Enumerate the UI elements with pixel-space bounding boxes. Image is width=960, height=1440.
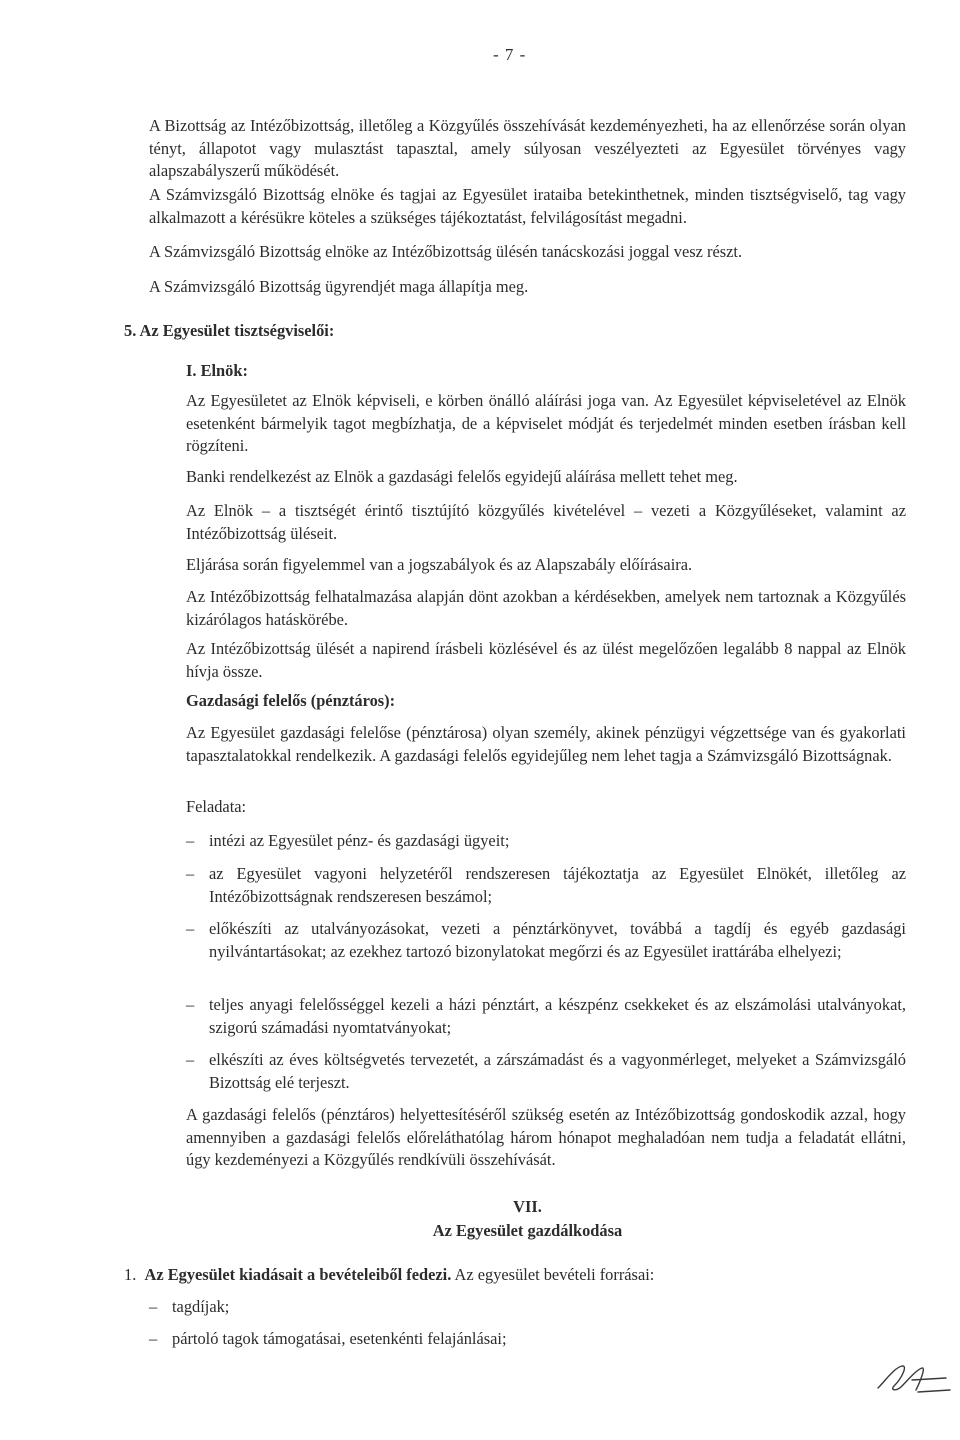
dash-bullet: – — [186, 995, 195, 1014]
elnok-heading: I. Elnök: — [186, 361, 248, 380]
substitute-paragraph: A gazdasági felelős (pénztáros) helyettesítéséről szükség esetén az Intézőbizottság gondoskodik azzal, hogy amennyiben a gazdasági felelős előreláthatólag három hónapot meghaladóan nem tudja a feladatát ellátni, úgy kezdeményezi a Közgyűlés rendkívüli összehívását. — [186, 1105, 906, 1169]
duty-text: előkészíti az utalványozásokat, vezeti a pénztárkönyvet, továbbá a tagdíj és egyéb gazdasági nyilvántartásokat; az ezekhez tartozó bizonylatokat megőrzi és az Egyesület irattárába elhelyezi; — [209, 919, 906, 961]
dash-bullet: – — [186, 864, 195, 883]
item-1-text: Az egyesület bevételi forrásai: — [451, 1265, 655, 1284]
intro-paragraph: A Számvizsgáló Bizottság ügyrendjét maga állapítja meg. — [149, 277, 529, 296]
gazdasagi-felelos-paragraph: Az Egyesület gazdasági felelőse (pénztárosa) olyan személy, akinek pénzügyi végzettsége van és gyakorlati tapasztalatokkal rendelkezik. A gazdasági felelős egyidejűleg nem lehet tagja a Számvizsgáló Bizottságnak. — [186, 723, 906, 765]
intro-paragraph: A Számvizsgáló Bizottság elnöke az Intézőbizottság ülésén tanácskozási joggal vesz részt. — [149, 242, 743, 261]
dash-bullet: – — [186, 919, 195, 938]
intro-paragraph: A Bizottság az Intézőbizottság, illetőleg a Közgyűlés összehívását kezdeményezheti, ha az ellenőrzése során olyan tényt, állapotot vagy mulasztást tapasztal, amely súlyosan veszélyezteti az Egyesület törvényes vagy alapszabályszerű működését. — [149, 116, 906, 180]
elnok-paragraph: Banki rendelkezést az Elnök a gazdasági felelős egyidejű aláírása mellett tehet meg. — [186, 467, 738, 486]
elnok-paragraph: Az Egyesületet az Elnök képviseli, e körben önálló aláírási joga van. Az Egyesület képviseletével az Elnök esetenként bármelyik tagot megbízhatja, de a képviselet módját és terjedelmét minden esetben írásban kell rögzíteni. — [186, 391, 906, 455]
dash-bullet: – — [149, 1297, 158, 1316]
duty-text: az Egyesület vagyoni helyzetéről rendszeresen tájékoztatja az Egyesület Elnökét, illetőleg az Intézőbizottságnak rendszeresen beszámol; — [209, 864, 906, 906]
intro-paragraph: A Számvizsgáló Bizottság elnöke és tagjai az Egyesület irataiba betekinthetnek, minden tisztségviselő, tag vagy alkalmazott a kérésükre köteles a szükséges tájékoztatást, felvilágosítást megadni. — [149, 185, 906, 227]
elnok-paragraph: Az Intézőbizottság felhatalmazása alapján dönt azokban a kérdésekben, amelyek nem tartoznak a Közgyűlés kizárólagos hatáskörébe. — [186, 587, 906, 629]
dash-bullet: – — [186, 1050, 195, 1069]
section-5-heading: 5. Az Egyesület tisztségviselői: — [124, 321, 335, 340]
signature-mark — [872, 1360, 954, 1400]
gazdasagi-felelos-heading: Gazdasági felelős (pénztáros): — [186, 691, 396, 710]
item-1-bold-text: Az Egyesület kiadásait a bevételeiből fedezi. — [144, 1265, 452, 1284]
chapter-title: Az Egyesület gazdálkodása — [432, 1221, 623, 1240]
elnok-paragraph: Eljárása során figyelemmel van a jogszabályok és az Alapszabály előírásaira. — [186, 555, 693, 574]
feladata-label: Feladata: — [186, 797, 247, 816]
income-source-text: pártoló tagok támogatásai, esetenkénti felajánlásai; — [172, 1329, 507, 1348]
elnok-paragraph: Az Elnök – a tisztségét érintő tisztújító közgyűlés kivételével – vezeti a Közgyűléseket, valamint az Intézőbizottság üléseit. — [186, 501, 906, 543]
item-1-number: 1. — [124, 1265, 137, 1284]
duty-text: elkészíti az éves költségvetés tervezetét, a zárszámadást és a vagyonmérleget, melyeket a Számvizsgáló Bizottság elé terjeszt. — [209, 1050, 906, 1092]
income-source-text: tagdíjak; — [172, 1297, 230, 1316]
page-number: - 7 - — [493, 45, 527, 64]
duty-text: intézi az Egyesület pénz- és gazdasági ügyeit; — [209, 831, 510, 850]
item-1 — [124, 1264, 906, 1287]
dash-bullet: – — [186, 831, 195, 850]
duty-text: teljes anyagi felelősséggel kezeli a házi pénztárt, a készpénz csekkeket és az elszámolási utalványokat, szigorú számadási nyomtatványokat; — [209, 995, 906, 1037]
elnok-paragraph: Az Intézőbizottság ülését a napirend írásbeli közlésével és az ülést megelőzően legalább 8 nappal az Elnök hívja össze. — [186, 639, 906, 681]
chapter-number: VII. — [513, 1197, 542, 1216]
dash-bullet: – — [149, 1329, 158, 1348]
